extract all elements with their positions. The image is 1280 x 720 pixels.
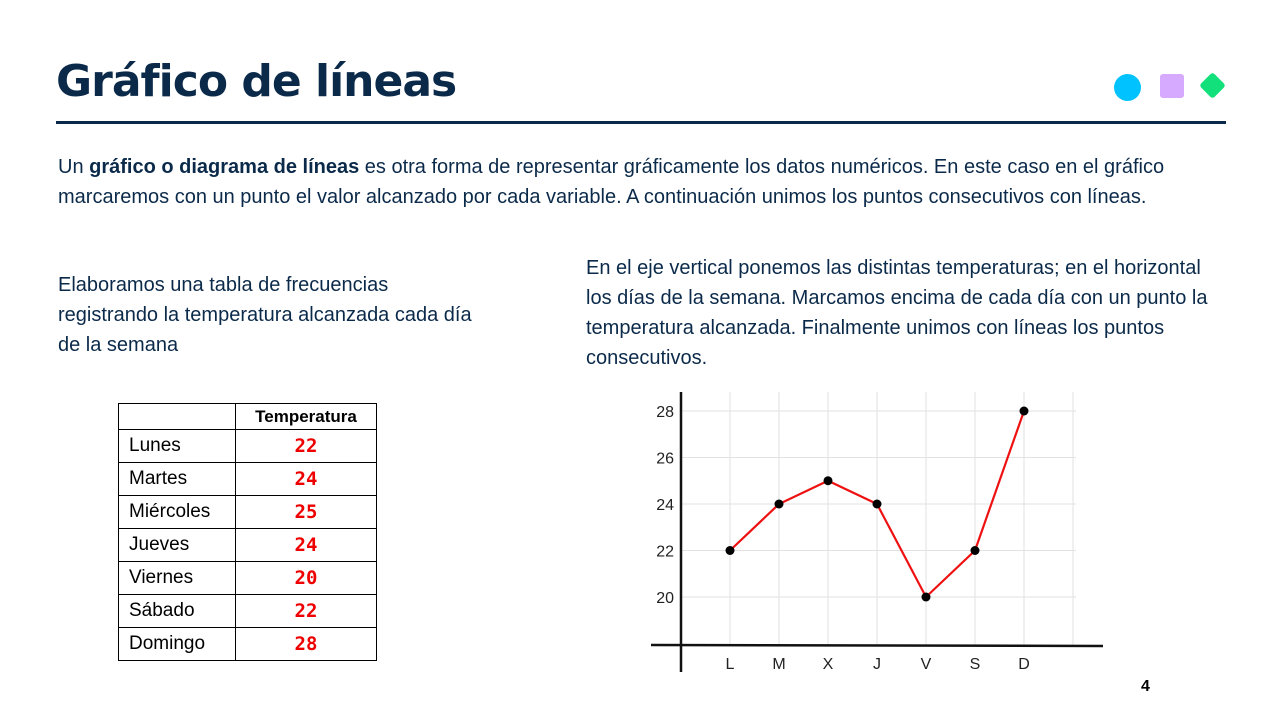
day-cell: Domingo: [119, 628, 236, 661]
temperature-cell: 24: [236, 463, 377, 496]
header-temperature: Temperatura: [236, 404, 377, 430]
x-tick-label: D: [1018, 656, 1030, 673]
data-point: [824, 476, 833, 485]
data-point: [1020, 407, 1029, 416]
x-tick-label: L: [725, 656, 735, 673]
intro-bold-term: gráfico o diagrama de líneas: [89, 156, 360, 178]
page-title: Gráfico de líneas: [56, 56, 457, 107]
data-point: [873, 500, 882, 509]
data-point: [971, 546, 980, 555]
y-tick-label: 28: [656, 404, 674, 421]
day-cell: Sábado: [119, 595, 236, 628]
y-tick-label: 26: [656, 450, 674, 468]
x-tick-label: M: [772, 656, 786, 673]
y-tick-label: 24: [656, 497, 674, 514]
temperature-cell: 28: [236, 628, 377, 661]
temperature-cell: 25: [236, 496, 377, 529]
temperature-cell: 24: [236, 529, 377, 562]
temperature-cell: 20: [236, 562, 377, 595]
x-tick-label: V: [920, 656, 932, 673]
x-axis: [651, 645, 1103, 646]
x-tick-label: X: [822, 656, 834, 673]
data-point: [775, 500, 784, 509]
day-cell: Jueves: [119, 529, 236, 562]
temperature-cell: 22: [236, 595, 377, 628]
temperature-cell: 22: [236, 430, 377, 463]
chart-description: En el eje vertical ponemos las distintas temperaturas; en el horizontal los días de la semana. Marcamos encima de cada día con un punto la temperatura alcanzada. Finalmente unimos con líneas los puntos consecutivos.: [586, 257, 1208, 369]
x-tick-label: S: [969, 656, 981, 673]
day-cell: Miércoles: [119, 496, 236, 529]
page-number: 4: [1141, 678, 1150, 695]
intro-text: Un: [58, 156, 90, 178]
day-cell: Lunes: [119, 430, 236, 463]
day-cell: Viernes: [119, 562, 236, 595]
y-tick-label: 20: [656, 590, 674, 607]
x-tick-label: J: [873, 656, 881, 673]
intro-text-rest: es otra forma de representar gráficamente los datos numéricos. En este caso en el gráfico marcaremos con un punto el valor alcanzado por cada variable. A continuación unimos los puntos consecutivos con líneas.: [58, 156, 1165, 208]
day-cell: Martes: [119, 463, 236, 496]
data-point: [922, 593, 931, 602]
y-tick-label: 22: [656, 543, 674, 561]
data-point: [726, 546, 735, 555]
table-description: Elaboramos una tabla de frecuencias registrando la temperatura alcanzada cada día de la semana: [58, 274, 472, 356]
